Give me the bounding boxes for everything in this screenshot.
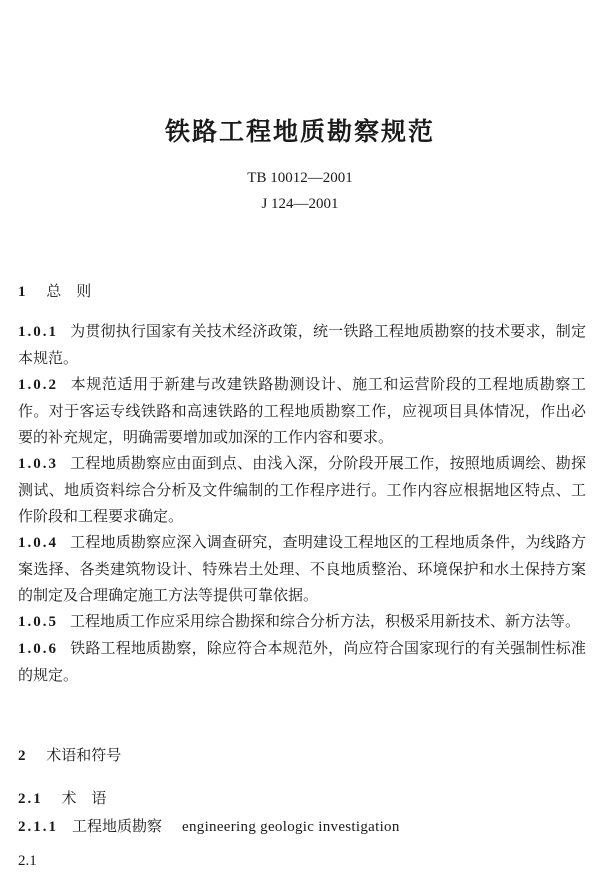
clause-list — [18, 318, 586, 688]
clause-text: 工程地质勘察应由面到点、由浅入深，分阶段开展工作，按照地质调绘、勘探测试、地质资料综合分析及文件编制的工作程序进行。工作内容应根据地区特点、工作阶段和工程要求确定。 — [18, 454, 586, 525]
standard-code-j: J 124—2001 — [261, 196, 339, 212]
clause — [18, 318, 586, 371]
clause-text: 铁路工程地质勘察，除应符合本规范外，尚应符合国家现行的有关强制性标准的规定。 — [18, 639, 586, 684]
clause-number: 1.0.1 — [18, 324, 58, 340]
clause-number: 1.0.5 — [18, 614, 58, 630]
clause-number: 1.0.6 — [18, 641, 58, 657]
section-heading-1 — [18, 280, 91, 301]
clause-number: 1.0.3 — [18, 456, 58, 472]
clause — [18, 450, 586, 529]
section-heading-2 — [18, 744, 121, 765]
section-number: 1 — [18, 284, 28, 300]
term-zh: 工程地质勘察 — [72, 817, 163, 835]
clause-text: 为贯彻执行国家有关技术经济政策，统一铁路工程地质勘察的技术要求，制定本规范。 — [18, 322, 586, 367]
clause — [18, 371, 586, 450]
subsection-heading — [18, 787, 107, 808]
clause-number: 1.0.2 — [18, 377, 58, 393]
clause-text: 工程地质勘察应深入调查研究，查明建设工程地区的工程地质条件，为线路方案选择、各类建筑物设计、特殊岩土处理、不良地质整治、环境保护和水土保持方案的制定及合理确定施工方法等提供可靠依据。 — [18, 533, 586, 604]
term-entry — [18, 815, 400, 836]
section-title: 术语和符号 — [46, 746, 122, 764]
subsection-title: 术 语 — [61, 789, 107, 807]
document-title: 铁路工程地质勘察规范 — [164, 117, 435, 146]
clause — [18, 529, 586, 608]
clause — [18, 635, 586, 688]
truncated-next-line: 2.1 — [18, 853, 37, 869]
standard-code-tb: TB 10012—2001 — [247, 170, 353, 186]
subsection-number: 2.1 — [18, 791, 43, 807]
section-number: 2 — [18, 748, 28, 764]
term-en: engineering geologic investigation — [182, 819, 400, 835]
section-title: 总 则 — [46, 282, 92, 300]
clause-text: 本规范适用于新建与改建铁路勘测设计、施工和运营阶段的工程地质勘察工作。对于客运专线铁路和高速铁路的工程地质勘察工作，应视项目具体情况，作出必要的补充规定，明确需要增加或加深的工作内容和要求。 — [18, 375, 586, 446]
clause-text: 工程地质工作应采用综合勘探和综合分析方法，积极采用新技术、新方法等。 — [70, 612, 581, 630]
clause-number: 1.0.4 — [18, 535, 58, 551]
clause — [18, 608, 586, 635]
term-number: 2.1.1 — [18, 819, 58, 835]
